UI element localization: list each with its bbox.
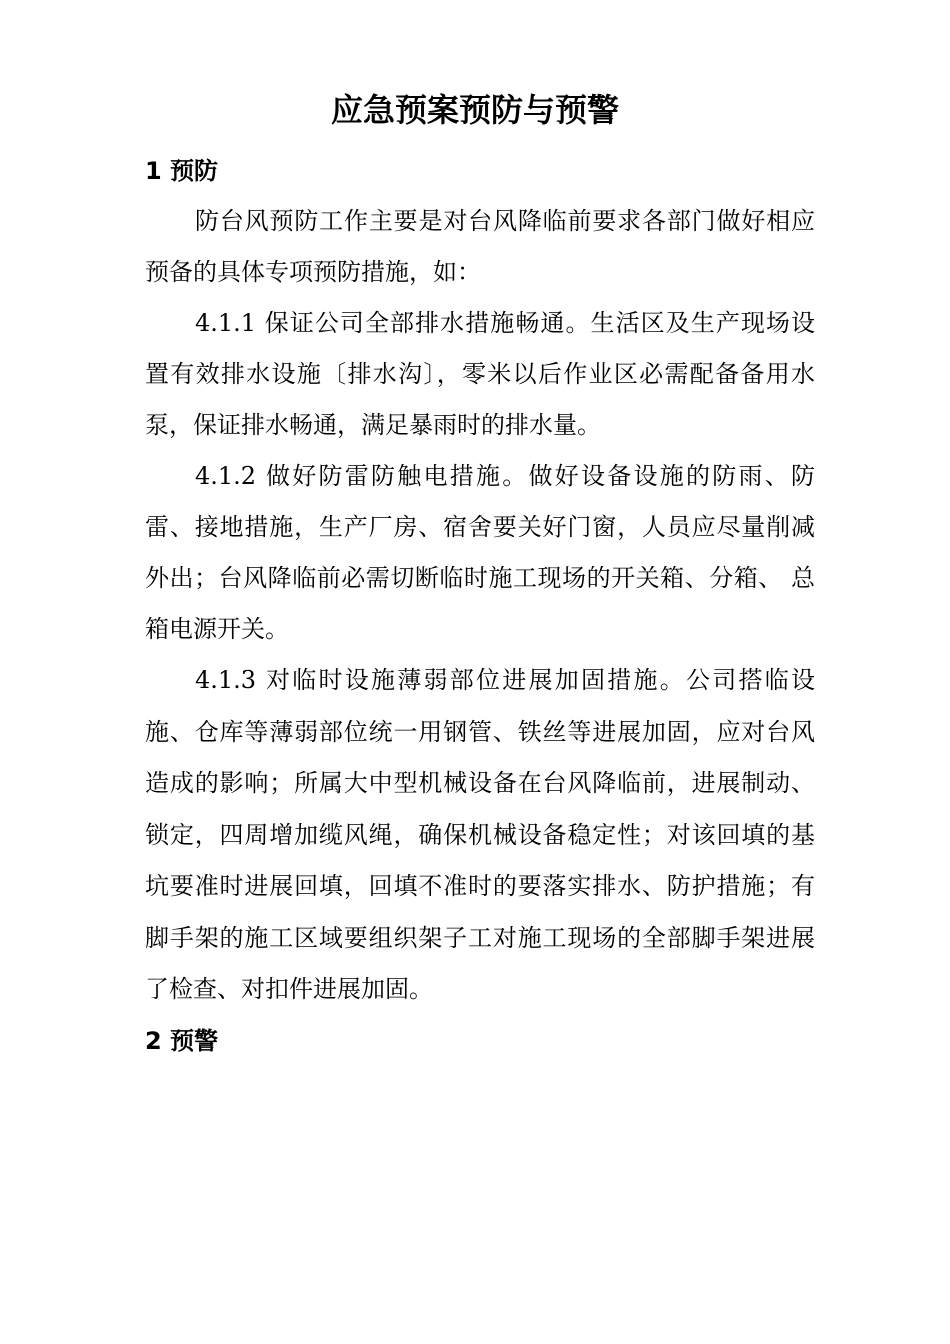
paragraph-4-1-3: 4.1.3 对临时设施薄弱部位进展加固措施。公司搭临设施、仓库等薄弱部位统一用钢管、铁丝等进展加固，应对台风造成的影响；所属大中型机械设备在台风降临前，进展制动、锁定，四周增加缆风绳，确保机械设备稳定性；对该回填的基坑要准时进展回填，回填不准时的要落实排水、防护措施；有脚手架的施工区域要组织架子工对施工现场的全部脚手架进展了检查、对扣件进展加固。 — [145, 666, 815, 1003]
paragraph-4-1-2: 4.1.2 做好防雷防触电措施。做好设备设施的防雨、防雷、接地措施，生产厂房、宿舍要关好门窗，人员应尽量削减外出；台风降临前必需切断临时施工现场的开关箱、分箱、 总箱电源开关。 — [145, 462, 815, 643]
page-title: 应急预案预防与预警 — [330, 91, 619, 129]
paragraph-intro: 防台风预防工作主要是对台风降临前要求各部门做好相应预备的具体专项预防措施，如： — [145, 207, 815, 286]
section-heading-prevention: 1 预防 — [145, 157, 219, 185]
paragraph-4-1-1: 4.1.1 保证公司全部排水措施畅通。生活区及生产现场设置有效排水设施〔排水沟〕，零米以后作业区必需配备备用水泵，保证排水畅通，满足暴雨时的排水量。 — [145, 309, 815, 439]
section-heading-warning: 2 预警 — [145, 1027, 219, 1055]
